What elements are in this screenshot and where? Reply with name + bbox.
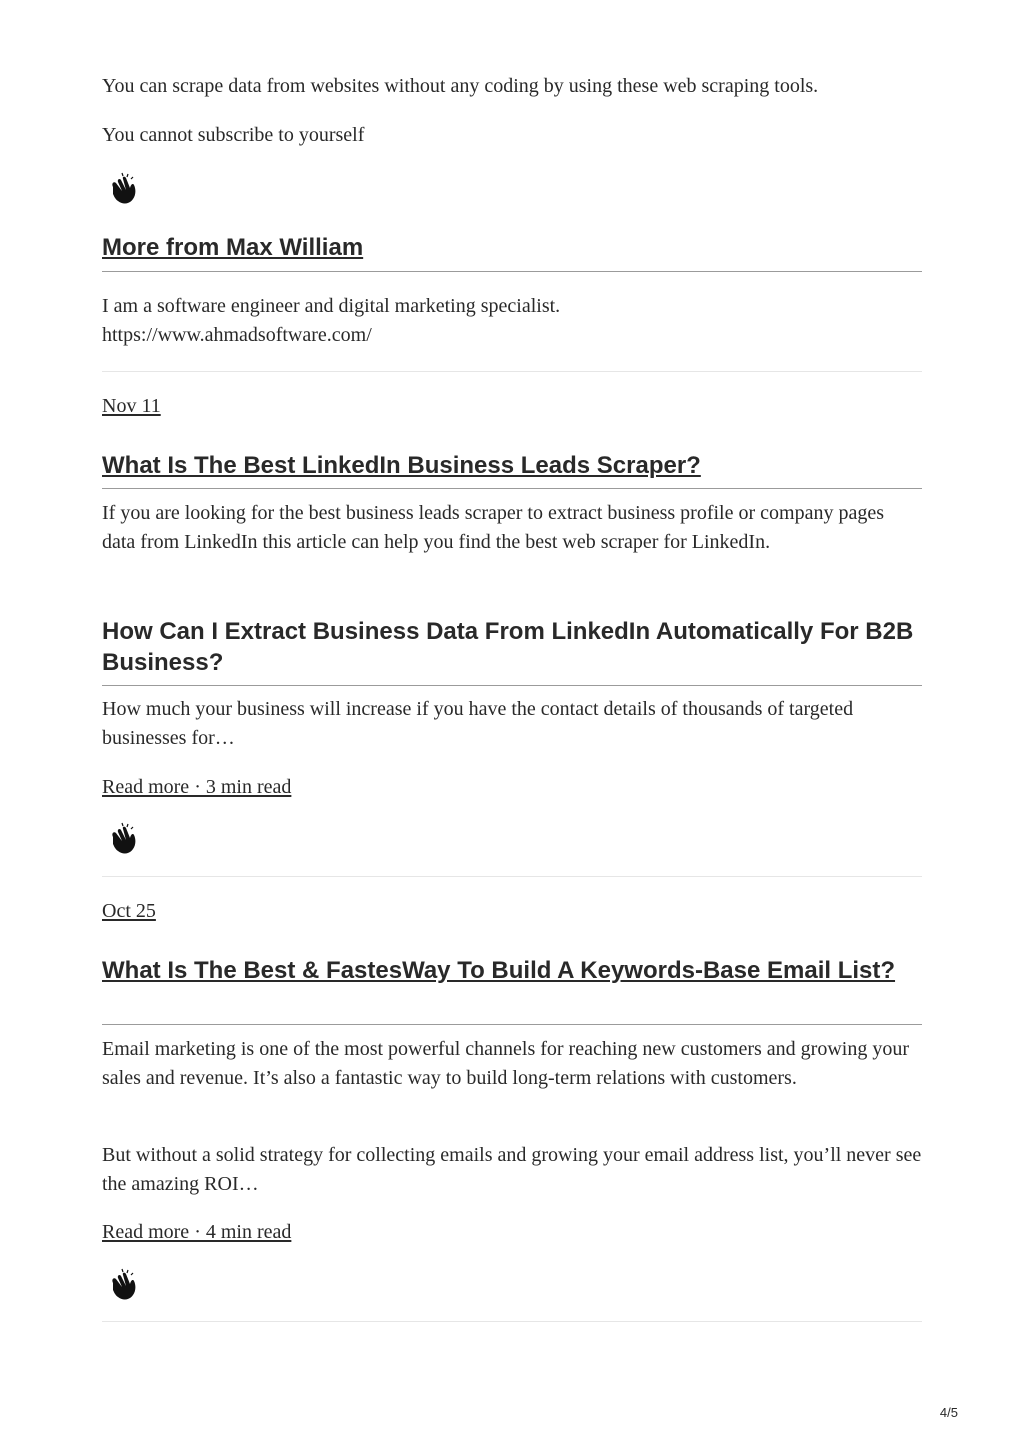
post-date[interactable] [102,392,922,421]
divider [102,271,922,272]
post-title[interactable] [102,955,922,986]
divider [102,685,922,686]
post-date[interactable] [102,897,922,926]
clap-icon[interactable] [106,170,140,206]
post-title[interactable] [102,450,922,481]
post-date-link[interactable]: Nov 11 [102,395,161,417]
read-more-link[interactable]: Read more · 4 min read [102,1221,292,1243]
divider [102,1024,922,1025]
divider [102,488,922,489]
clap-icon[interactable] [106,1266,140,1302]
author-link[interactable]: More from Max William [102,234,364,261]
more-from-author-heading[interactable] [102,232,922,263]
divider [102,371,922,372]
intro-text: You can scrape data from websites without any coding by using these web scraping tools. [102,75,819,97]
post-excerpt: But without a solid strategy for collecting emails and growing your email address list, you’ll never see the amazing ROI… [102,1144,922,1195]
post-summary: Email marketing is one of the most powerful channels for reaching new customers and growing your sales and revenue. It’s also a fantastic way to build long-term relations with customers. [102,1038,910,1089]
post-date-link[interactable]: Oct 25 [102,900,156,922]
clap-icon[interactable] [106,820,140,856]
divider [102,876,922,877]
read-more[interactable] [102,773,922,802]
subscribe-note: You cannot subscribe to yourself [102,124,365,146]
post-subheading: How Can I Extract Business Data From LinkedIn Automatically For B2B Business? [102,618,914,676]
bio-line-2: https://www.ahmadsoftware.com/ [102,323,372,346]
post-title-link[interactable]: What Is The Best LinkedIn Business Leads Scraper? [102,452,701,479]
post-excerpt: How much your business will increase if you have the contact details of thousands of targeted businesses for… [102,698,854,749]
divider [102,1321,922,1322]
read-more[interactable] [102,1218,922,1247]
post-title-link[interactable]: What Is The Best & FastesWay To Build A Keywords-Base Email List? [102,957,896,984]
author-bio [102,292,922,349]
bio-line-1: I am a software engineer and digital marketing specialist. [102,295,561,317]
page-number: 4/5 [939,1405,958,1420]
read-more-link[interactable]: Read more · 3 min read [102,776,292,798]
post-summary: If you are looking for the best business leads scraper to extract business profile or company pages data from LinkedIn this article can help you find the best web scraper for LinkedIn. [102,502,884,553]
